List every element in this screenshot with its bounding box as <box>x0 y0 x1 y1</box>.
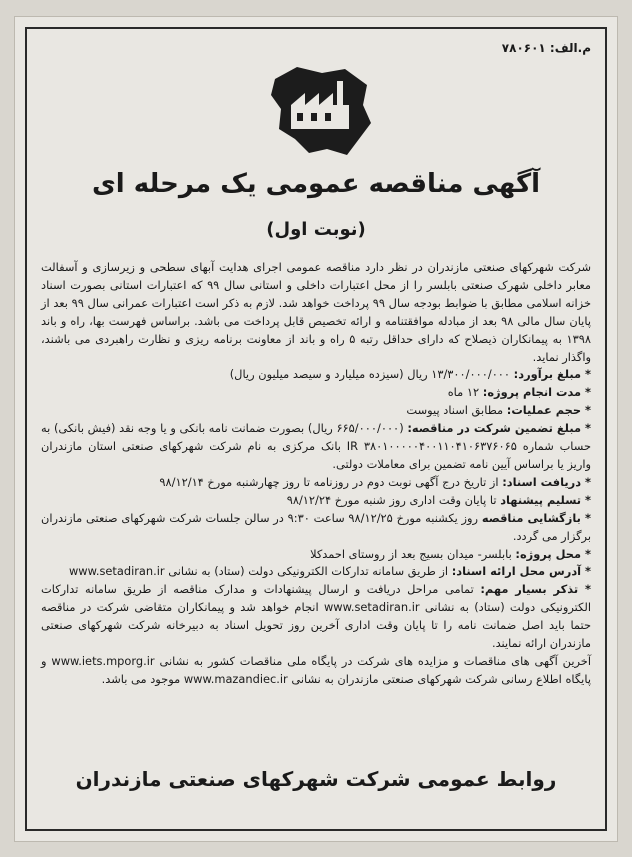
item-label: * تسلیم پیشنهاد <box>500 492 591 507</box>
intro-paragraph: شرکت شهرکهای صنعتی مازندران در نظر دارد مناقصه عمومی اجرای هدایت آبهای سطحی و زیرسازی و آسفالت معابر داخلی شهرک صنعتی بابلسر را از محل اعتبارات داخلی و استانی سال ۹۹ که اعتبارات استانی بصورت اسناد خزانه اسلامی مطابق با ضوابط بودجه سال ۹۹ پرداخت خواهد شد. لازم به ذکر است اعتبارات عمرانی سال ۹۹ بعد از پایان سال مالی ۹۸ بعد از مبادله موافقتنامه و ارائه تخصیص قابل پرداخت می باشد. براساس فهرست بها، راه و باند ۱۳۹۸ به پیمانکاران ذیصلاح که دارای حداقل رتبه ۵ راه و باند از معاونت برنامه ریزی و نظارت راهبردی می باشند، واگذار نماید. <box>41 260 591 364</box>
notice-title: آگهی مناقصه عمومی یک مرحله ای <box>91 169 541 199</box>
notice-body <box>41 259 591 689</box>
item-label: * مبلغ تضمین شرکت در مناقصه: <box>407 421 591 436</box>
item-label: * آدرس محل ارائه اسناد: <box>451 564 591 579</box>
item-text: از طریق سامانه تدارکات الکترونیکی دولت (ستاد) به نشانی www.setadiran.ir <box>68 564 452 579</box>
item-text: ۱۳/۳۰۰/۰۰۰/۰۰۰ ریال (سیزده میلیارد و سیصد میلیون ریال) <box>229 367 514 382</box>
item-label: * مدت انجام پروژه: <box>482 385 591 400</box>
newspaper-clipping <box>14 16 618 842</box>
item-text: تمامی مراحل دریافت و ارسال پیشنهادات و مدارک مناقصه از طریق سامانه تدارکات الکترونیکی دولت (ستاد) به نشانی www.setadiran.ir انجام خواهد شد و پیمانکاران متقاضی شرکت در مناقصه حتما باید اصل ضمانت نامه را تا پایان وقت اداری آخرین روز تحویل اسناد به دبیرخانه شرکت شهرکهای صنعتی مازندران ارائه نمایند. <box>41 582 591 651</box>
item-text: تا پایان وقت اداری روز شنبه مورخ ۹۸/۱۲/۲۴ <box>286 492 501 507</box>
item-label: * دریافت اسناد: <box>502 474 591 489</box>
item-duration <box>41 384 591 402</box>
item-address <box>41 563 591 581</box>
item-label: * بازگشایی مناقصه <box>481 510 591 525</box>
item-text: ۱۲ ماه <box>447 385 483 400</box>
item-text: بابلسر- میدان بسیج بعد از روستای احمدکلا <box>310 546 516 561</box>
item-estimate <box>41 366 591 384</box>
item-text: مطابق اسناد پیوست <box>406 403 507 418</box>
item-submission <box>41 492 591 510</box>
item-label: * تذکر بسیار مهم: <box>480 582 591 597</box>
item-label: * محل پروژه: <box>515 546 591 561</box>
factory-iran-map-icon <box>267 59 377 159</box>
reference-number: م.الف: ۷۸۰۶۰۱ <box>501 41 591 55</box>
item-text: (۶۶۵/۰۰۰/۰۰۰ ریال) بصورت ضمانت نامه بانکی و یا وجه نقد (فیش بانکی) به حساب شماره IR ۳۸۰۱۰۰۰۰۰۴۰۰۱۱۰۴۱۰۶۳۷۶۰۶۵ بانک مرکزی به نام شرکت شهرکهای صنعتی استان مازندران واریز یا براساس آیین نامه تضمین برای معاملات دولتی. <box>41 421 591 471</box>
item-important-note <box>41 581 591 653</box>
notice-subtitle: (نوبت اول) <box>266 219 366 240</box>
item-text: از تاریخ درج آگهی نوبت دوم در روزنامه تا روز چهارشنبه مورخ ۹۸/۱۲/۱۴ <box>159 474 503 489</box>
notice-frame <box>25 27 607 831</box>
item-opening <box>41 510 591 546</box>
item-label: * مبلغ برآورد: <box>513 367 591 382</box>
public-relations-signature: روابط عمومی شرکت شهرکهای صنعتی مازندران <box>75 767 557 791</box>
item-guarantee <box>41 420 591 474</box>
item-volume <box>41 402 591 420</box>
item-label: * حجم عملیات: <box>506 403 591 418</box>
item-text: روز یکشنبه مورخ ۹۸/۱۲/۲۵ ساعت ۹:۳۰ در سالن جلسات شرکت شهرکهای صنعتی مازندران برگزار می گردد. <box>41 510 591 543</box>
item-location <box>41 546 591 564</box>
closing-paragraph: آخرین آگهی های مناقصات و مزایده های شرکت در پایگاه ملی مناقصات کشور به نشانی www.iets.mporg.ir و پایگاه اطلاع رسانی شرکت شهرکهای صنعتی مازندران به نشانی www.mazandiec.ir موجود می باشد. <box>41 653 591 686</box>
item-documents <box>41 474 591 492</box>
